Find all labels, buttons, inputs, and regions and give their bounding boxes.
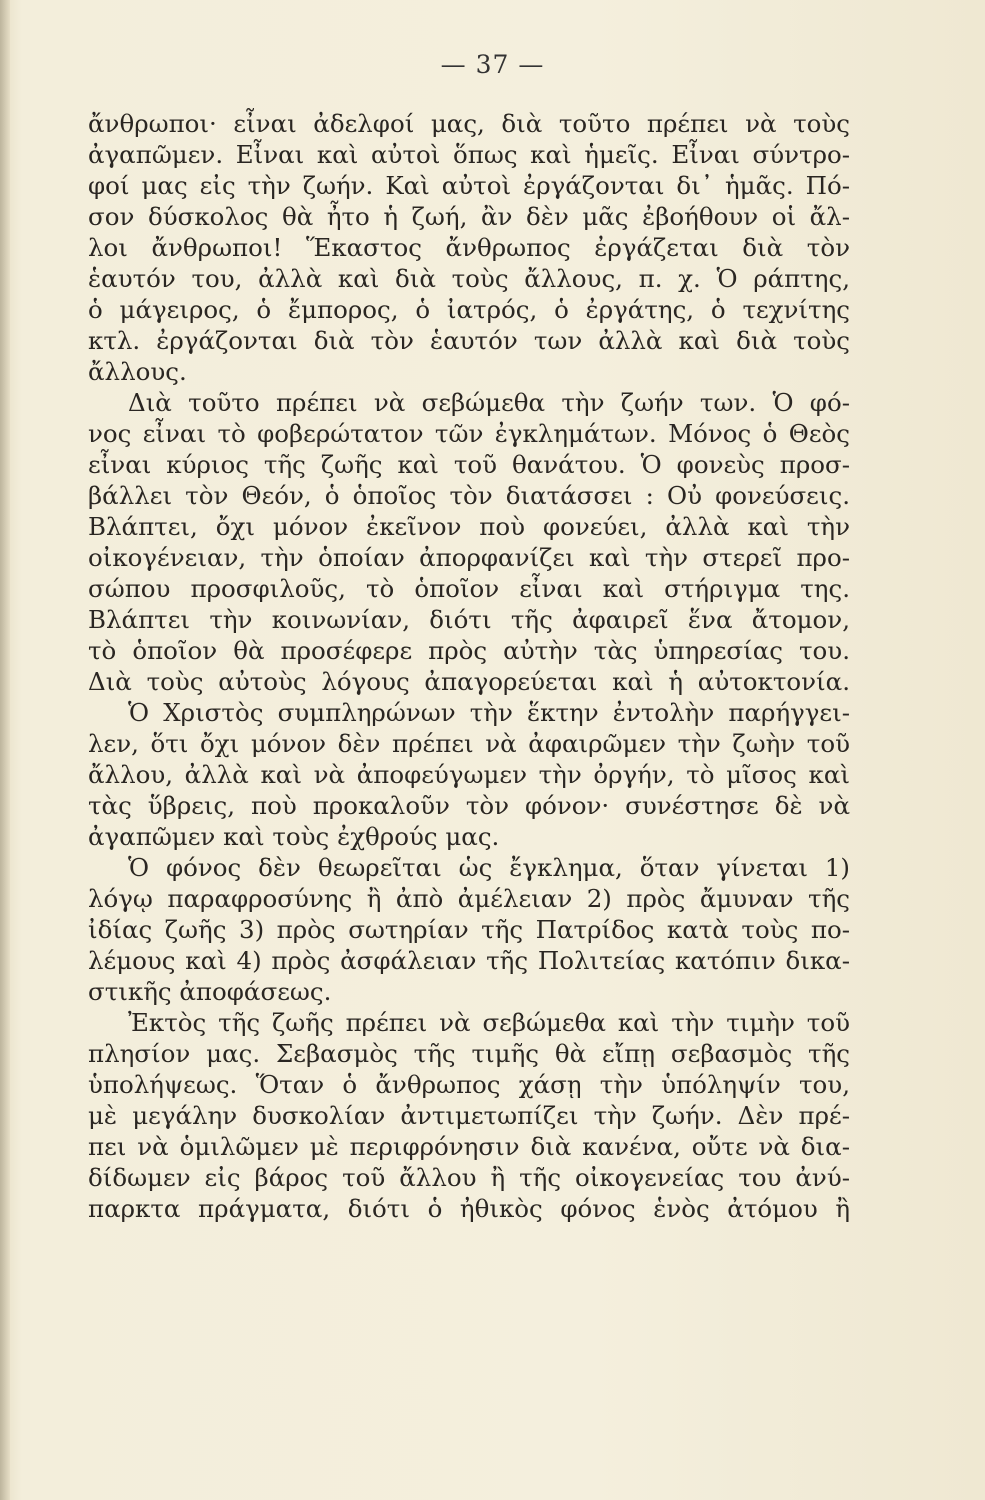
text-line: εἶναι κύριος τῆς ζωῆς καὶ τοῦ θανάτου. Ὁ φονεὺς προσ- — [88, 450, 850, 479]
text-line: σον δύσκολος θὰ ἦτο ἡ ζωή, ἂν δὲν μᾶς ἐβοήθουν οἱ ἄλ- — [88, 202, 850, 231]
text-line: παρκτα πράγματα, διότι ὁ ἠθικὸς φόνος ἑνὸς ἀτόμου ἢ — [88, 1194, 850, 1223]
text-line: λεν, ὅτι ὄχι μόνον δὲν πρέπει νὰ ἀφαιρῶμεν τὴν ζωὴν τοῦ — [88, 729, 850, 758]
text-line: δίδωμεν εἰς βάρος τοῦ ἄλλου ἢ τῆς οἰκογενείας του ἀνύ- — [88, 1163, 850, 1192]
text-line: Ἐκτὸς τῆς ζωῆς πρέπει νὰ σεβώμεθα καὶ τὴν τιμὴν τοῦ — [128, 1008, 850, 1037]
text-line: ὁ μάγειρος, ὁ ἔμπορος, ὁ ἰατρός, ὁ ἐργάτης, ὁ τεχνίτης — [88, 295, 850, 324]
text-line: Διὰ τοὺς αὐτοὺς λόγους ἀπαγορεύεται καὶ ἡ αὐτοκτονία. — [88, 667, 850, 696]
text-line: βάλλει τὸν Θεόν, ὁ ὁποῖος τὸν διατάσσει : Οὐ φονεύσεις. — [88, 481, 850, 510]
text-line: Βλάπτει, ὄχι μόνον ἐκεῖνον ποὺ φονεύει, ἀλλὰ καὶ τὴν — [88, 512, 850, 541]
text-line: λόγῳ παραφροσύνης ἢ ἀπὸ ἀμέλειαν 2) πρὸς ἄμυναν τῆς — [88, 884, 850, 913]
text-line: νος εἶναι τὸ φοβερώτατον τῶν ἐγκλημάτων. Μόνος ὁ Θεὸς — [88, 419, 850, 448]
text-line: τὰς ὕβρεις, ποὺ προκαλοῦν τὸν φόνον· συνέστησε δὲ νὰ — [88, 791, 850, 820]
text-line: τὸ ὁποῖον θὰ προσέφερε πρὸς αὐτὴν τὰς ὑπηρεσίας του. — [88, 636, 850, 665]
text-line: ὑπολήψεως. Ὅταν ὁ ἄνθρωπος χάσῃ τὴν ὑπόληψίν του, — [88, 1070, 850, 1099]
page-gutter-shadow — [0, 0, 10, 1500]
text-line: λέμους καὶ 4) πρὸς ἀσφάλειαν τῆς Πολιτείας κατόπιν δικα- — [88, 946, 850, 975]
text-line: στικῆς ἀποφάσεως. — [88, 977, 332, 1006]
text-line: ἀγαπῶμεν καὶ τοὺς ἐχθρούς μας. — [88, 822, 500, 851]
text-line: ἄνθρωποι· εἶναι ἀδελφοί μας, διὰ τοῦτο πρέπει νὰ τοὺς — [88, 109, 850, 138]
text-line: ἰδίας ζωῆς 3) πρὸς σωτηρίαν τῆς Πατρίδος κατὰ τοὺς πο- — [88, 915, 850, 944]
text-line: Ὁ φόνος δὲν θεωρεῖται ὡς ἔγκλημα, ὅταν γίνεται 1) — [128, 853, 850, 882]
text-line: Ὁ Χριστὸς συμπληρώνων τὴν ἕκτην ἐντολὴν παρήγγει- — [128, 698, 850, 727]
text-line: ἄλλου, ἀλλὰ καὶ νὰ ἀποφεύγωμεν τὴν ὀργήν, τὸ μῖσος καὶ — [88, 760, 850, 789]
body-text — [88, 108, 850, 1224]
text-line: λοι ἄνθρωποι! Ἕκαστος ἄνθρωπος ἐργάζεται διὰ τὸν — [88, 233, 850, 262]
text-line: ἀγαπῶμεν. Εἶναι καὶ αὐτοὶ ὅπως καὶ ἡμεῖς. Εἶναι σύντρο- — [88, 140, 850, 169]
text-line: Βλάπτει τὴν κοινωνίαν, διότι τῆς ἀφαιρεῖ ἕνα ἄτομον, — [88, 605, 850, 634]
text-line: πλησίον μας. Σεβασμὸς τῆς τιμῆς θὰ εἴπῃ σεβασμὸς τῆς — [88, 1039, 850, 1068]
text-line: κτλ. ἐργάζονται διὰ τὸν ἑαυτόν των ἀλλὰ καὶ διὰ τοὺς — [88, 326, 850, 355]
text-line: φοί μας εἰς τὴν ζωήν. Καὶ αὐτοὶ ἐργάζονται δι᾽ ἡμᾶς. Πό- — [88, 171, 850, 200]
text-line: οἰκογένειαν, τὴν ὁποίαν ἀπορφανίζει καὶ τὴν στερεῖ προ- — [88, 543, 850, 572]
text-line: πει νὰ ὁμιλῶμεν μὲ περιφρόνησιν διὰ κανένα, οὔτε νὰ δια- — [88, 1132, 850, 1161]
text-line: ἄλλους. — [88, 357, 187, 386]
text-line: μὲ μεγάλην δυσκολίαν ἀντιμετωπίζει τὴν ζωήν. Δὲν πρέ- — [88, 1101, 850, 1130]
text-line: ἑαυτόν του, ἀλλὰ καὶ διὰ τοὺς ἄλλους, π. χ. Ὁ ράπτης, — [88, 264, 850, 293]
text-line: Διὰ τοῦτο πρέπει νὰ σεβώμεθα τὴν ζωήν των. Ὁ φό- — [128, 388, 850, 417]
page-number: — 37 — — [440, 50, 545, 79]
text-line: σώπου προσφιλοῦς, τὸ ὁποῖον εἶναι καὶ στήριγμα της. — [88, 574, 850, 603]
